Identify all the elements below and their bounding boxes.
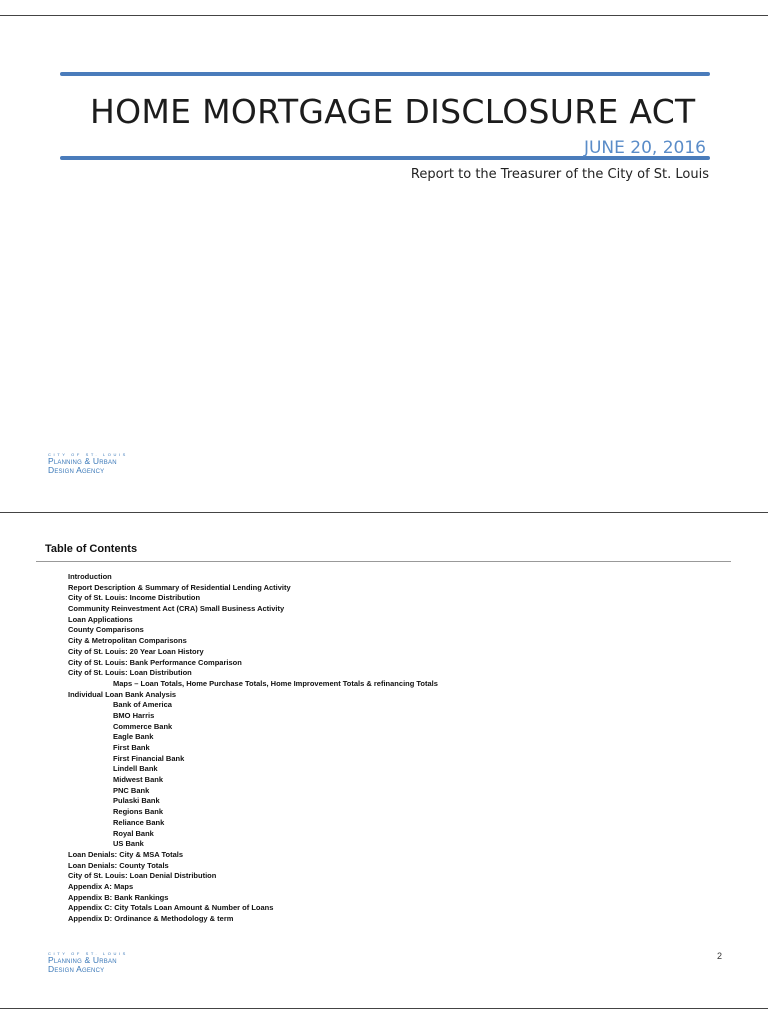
- toc-entry: County Comparisons: [68, 625, 144, 635]
- toc-subentry: Midwest Bank: [113, 775, 164, 785]
- toc-subentry: Commerce Bank: [113, 721, 173, 731]
- page-number: 2: [716, 951, 722, 961]
- toc-entry: Appendix B: Bank Rankings: [68, 892, 169, 902]
- toc-entry: Appendix D: Ordinance & Methodology & term: [68, 914, 234, 923]
- page-separator-middle: [0, 512, 768, 513]
- toc-entry: City of St. Louis: Loan Distribution: [68, 668, 192, 678]
- toc-subentry: Pulaski Bank: [113, 796, 160, 806]
- toc-subentry: PNC Bank: [113, 785, 150, 795]
- toc-heading: Table of Contents: [45, 543, 138, 555]
- toc-subentry: Lindell Bank: [113, 764, 158, 774]
- toc-entry: Community Reinvestment Act (CRA) Small Business Activity: [68, 604, 285, 614]
- page-separator-bottom: [0, 1008, 768, 1009]
- toc-subentry: First Bank: [113, 743, 150, 752]
- toc-subentry: Royal Bank: [113, 828, 154, 838]
- toc-entry: Appendix A: Maps: [68, 881, 134, 891]
- agency-logo-city-text: CITY OF ST. LOUIS: [48, 452, 128, 457]
- toc-subentry: First Financial Bank: [113, 753, 185, 763]
- toc-entry: Loan Denials: County Totals: [68, 860, 169, 870]
- toc-entry: Loan Applications: [68, 614, 133, 624]
- toc-subentry: Bank of America: [113, 700, 172, 710]
- toc-subentry: Eagle Bank: [113, 732, 154, 742]
- agency-logo: [48, 452, 128, 475]
- toc-entry: City of St. Louis: Bank Performance Comparison: [68, 657, 242, 667]
- toc-subentry: Reliance Bank: [113, 817, 165, 827]
- toc-entry: Introduction: [68, 572, 112, 581]
- toc-entry: Appendix C: City Totals Loan Amount & Number of Loans: [68, 903, 274, 913]
- agency-logo-line-2: Design Agency: [48, 964, 105, 974]
- cover-subtitle: Report to the Treasurer of the City of St. Louis: [410, 167, 709, 182]
- toc-subentry: BMO Harris: [113, 710, 155, 720]
- cover-top-rule: [60, 72, 710, 76]
- toc-entry: Individual Loan Bank Analysis: [68, 689, 177, 699]
- agency-logo-city-text: CITY OF ST. LOUIS: [48, 951, 128, 956]
- toc-entry: City of St. Louis: Income Distribution: [68, 593, 201, 603]
- page-separator-top: [0, 15, 768, 16]
- toc-entry: City of St. Louis: 20 Year Loan History: [68, 646, 204, 656]
- toc-entry: City of St. Louis: Loan Denial Distribution: [68, 871, 217, 881]
- cover-date: JUNE 20, 2016: [583, 138, 706, 158]
- agency-logo-line-1: Planning & Urban: [48, 955, 117, 965]
- agency-logo-line-1: Planning & Urban: [48, 456, 117, 466]
- toc-list: [68, 572, 668, 925]
- agency-logo-footer: [48, 951, 128, 974]
- toc-entry: Loan Denials: City & MSA Totals: [68, 849, 184, 859]
- toc-entry: City & Metropolitan Comparisons: [68, 636, 187, 646]
- toc-entry: Report Description & Summary of Residential Lending Activity: [68, 582, 291, 592]
- toc-subentry: US Bank: [113, 839, 144, 849]
- toc-subentry: Regions Bank: [113, 807, 164, 817]
- toc-subentry: Maps – Loan Totals, Home Purchase Totals, Home Improvement Totals & refinancing Totals: [113, 678, 438, 688]
- toc-divider: [36, 561, 731, 562]
- cover-title: HOME MORTGAGE DISCLOSURE ACT: [90, 92, 696, 131]
- agency-logo-line-2: Design Agency: [48, 465, 105, 475]
